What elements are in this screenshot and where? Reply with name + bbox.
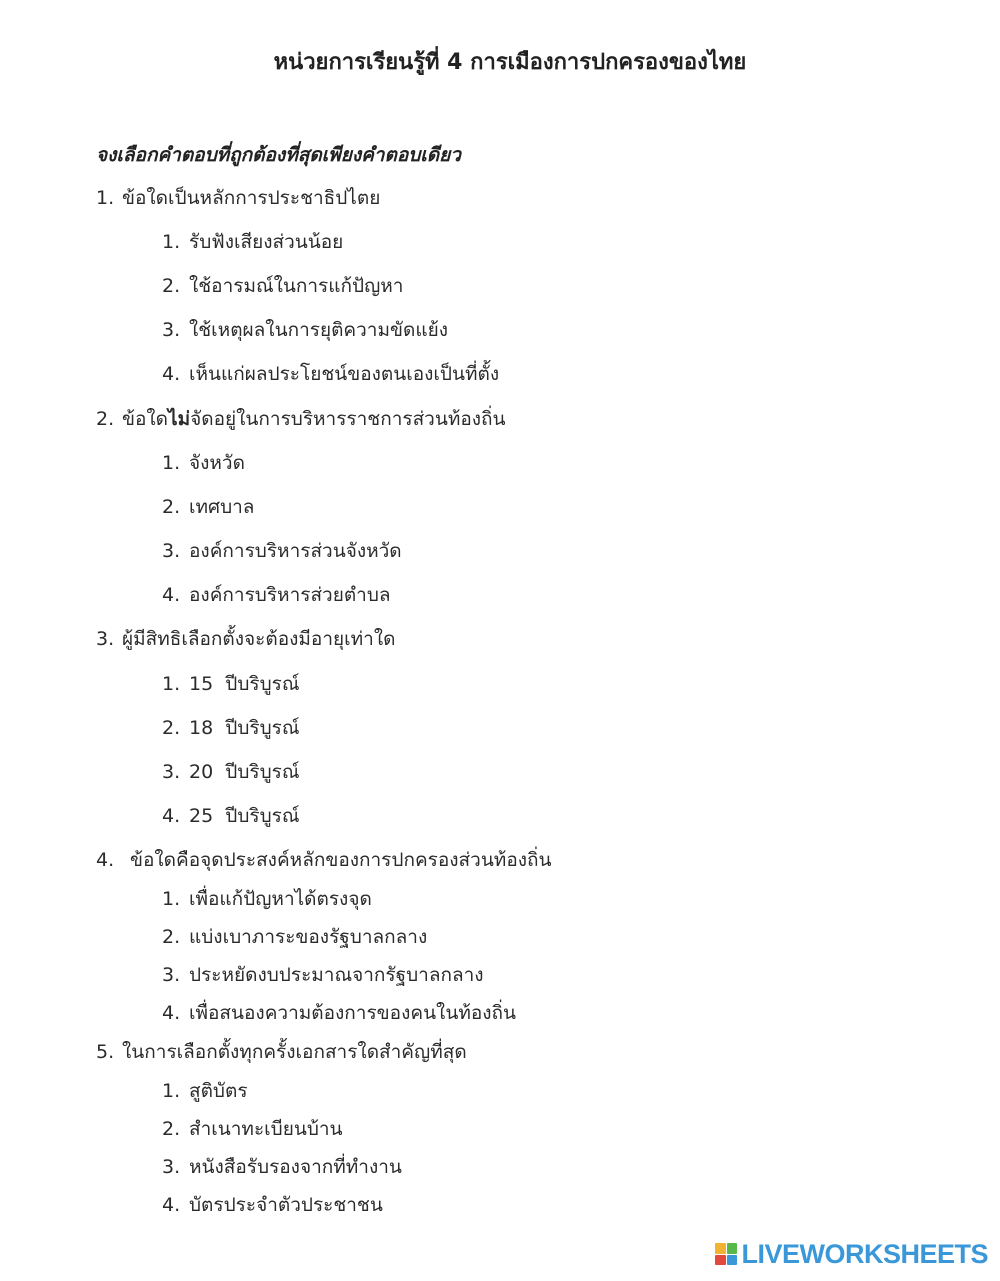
question-1 (96, 183, 380, 213)
option-text: เพื่อสนองความต้องการของคนในท้องถิ่น (189, 1002, 517, 1024)
option-number: 4. (162, 805, 181, 827)
question-number: 5. (96, 1041, 115, 1063)
option-number: 1. (162, 452, 181, 474)
q4-option-4[interactable] (162, 998, 516, 1028)
option-number: 4. (162, 363, 181, 385)
q4-option-3[interactable] (162, 960, 484, 990)
option-number: 3. (162, 964, 181, 986)
watermark-text: LIVEWORKSHEETS (741, 1238, 988, 1269)
worksheet-title: หน่วยการเรียนรู้ที่ 4 การเมืองการปกครองของไทย (273, 50, 747, 75)
q4-option-1[interactable] (162, 884, 372, 914)
option-text: เทศบาล (189, 496, 255, 518)
option-text: องค์การบริหารส่วนจังหวัด (189, 540, 402, 562)
option-number: 4. (162, 1194, 181, 1216)
option-text: จังหวัด (189, 452, 245, 474)
q5-option-1[interactable] (162, 1076, 248, 1106)
q3-option-4[interactable] (162, 801, 299, 831)
option-text: แบ่งเบาภาระของรัฐบาลกลาง (189, 926, 428, 948)
option-number: 4. (162, 1002, 181, 1024)
q1-option-2[interactable] (162, 271, 403, 301)
q4-option-2[interactable] (162, 922, 427, 952)
question-text-after: จัดอยู่ในการบริหารราชการส่วนท้องถิ่น (190, 408, 506, 430)
logo-square-yellow (715, 1243, 726, 1254)
liveworksheets-logo-icon (715, 1243, 737, 1265)
option-number: 2. (162, 275, 181, 297)
q3-option-1[interactable] (162, 669, 299, 699)
question-3 (96, 624, 395, 654)
option-text: ใช้เหตุผลในการยุติความขัดแย้ง (189, 319, 448, 341)
question-number: 2. (96, 408, 115, 430)
q5-option-3[interactable] (162, 1152, 402, 1182)
option-number: 2. (162, 926, 181, 948)
option-number: 4. (162, 584, 181, 606)
option-number: 3. (162, 319, 181, 341)
option-text: รับฟังเสียงส่วนน้อย (189, 231, 344, 253)
question-5 (96, 1037, 467, 1067)
q5-option-4[interactable] (162, 1190, 383, 1220)
option-text: สูติบัตร (189, 1080, 248, 1102)
option-number: 3. (162, 1156, 181, 1178)
option-number: 3. (162, 540, 181, 562)
q1-option-1[interactable] (162, 227, 343, 257)
logo-square-red (715, 1255, 726, 1266)
option-text: 18 ปีบริบูรณ์ (189, 717, 300, 739)
option-number: 3. (162, 761, 181, 783)
question-text: ในการเลือกตั้งทุกครั้งเอกสารใดสำคัญที่สุด (122, 1041, 467, 1063)
option-number: 1. (162, 888, 181, 910)
question-2 (96, 404, 506, 434)
question-number: 3. (96, 628, 115, 650)
option-number: 1. (162, 1080, 181, 1102)
option-number: 2. (162, 1118, 181, 1140)
q2-option-1[interactable] (162, 448, 245, 478)
question-text-before: ข้อใด (122, 408, 169, 430)
option-number: 2. (162, 496, 181, 518)
logo-square-blue (727, 1255, 738, 1266)
question-number: 4. (96, 849, 115, 871)
question-text: ผู้มีสิทธิเลือกตั้งจะต้องมีอายุเท่าใด (122, 628, 396, 650)
option-text: ประหยัดงบประมาณจากรัฐบาลกลาง (189, 964, 484, 986)
q2-option-3[interactable] (162, 536, 402, 566)
question-number: 1. (96, 187, 115, 209)
question-text: ข้อใดเป็นหลักการประชาธิปไตย (122, 187, 381, 209)
q5-option-2[interactable] (162, 1114, 343, 1144)
option-text: ใช้อารมณ์ในการแก้ปัญหา (189, 275, 404, 297)
option-number: 2. (162, 717, 181, 739)
option-text: เพื่อแก้ปัญหาได้ตรงจุด (189, 888, 372, 910)
option-text: 20 ปีบริบูรณ์ (189, 761, 300, 783)
q2-option-2[interactable] (162, 492, 254, 522)
question-text: ข้อใดคือจุดประสงค์หลักของการปกครองส่วนท้องถิ่น (130, 849, 552, 871)
option-text: 15 ปีบริบูรณ์ (189, 673, 300, 695)
question-text-emphasis: ไม่ (168, 408, 191, 430)
question-4 (96, 845, 552, 875)
liveworksheets-watermark (715, 1239, 988, 1269)
instruction-text: จงเลือกคำตอบที่ถูกต้องที่สุดเพียงคำตอบเดียว (96, 144, 461, 166)
option-text: บัตรประจำตัวประชาชน (189, 1194, 383, 1216)
option-text: สำเนาทะเบียนบ้าน (189, 1118, 343, 1140)
option-text: หนังสือรับรองจากที่ทำงาน (189, 1156, 402, 1178)
option-text: เห็นแก่ผลประโยชน์ของตนเองเป็นที่ตั้ง (189, 363, 500, 385)
option-text: องค์การบริหารส่วยตำบล (189, 584, 391, 606)
q2-option-4[interactable] (162, 580, 391, 610)
option-text: 25 ปีบริบูรณ์ (189, 805, 300, 827)
q3-option-3[interactable] (162, 757, 299, 787)
option-number: 1. (162, 231, 181, 253)
logo-square-green (727, 1243, 738, 1254)
q1-option-3[interactable] (162, 315, 448, 345)
q3-option-2[interactable] (162, 713, 299, 743)
q1-option-4[interactable] (162, 359, 499, 389)
option-number: 1. (162, 673, 181, 695)
